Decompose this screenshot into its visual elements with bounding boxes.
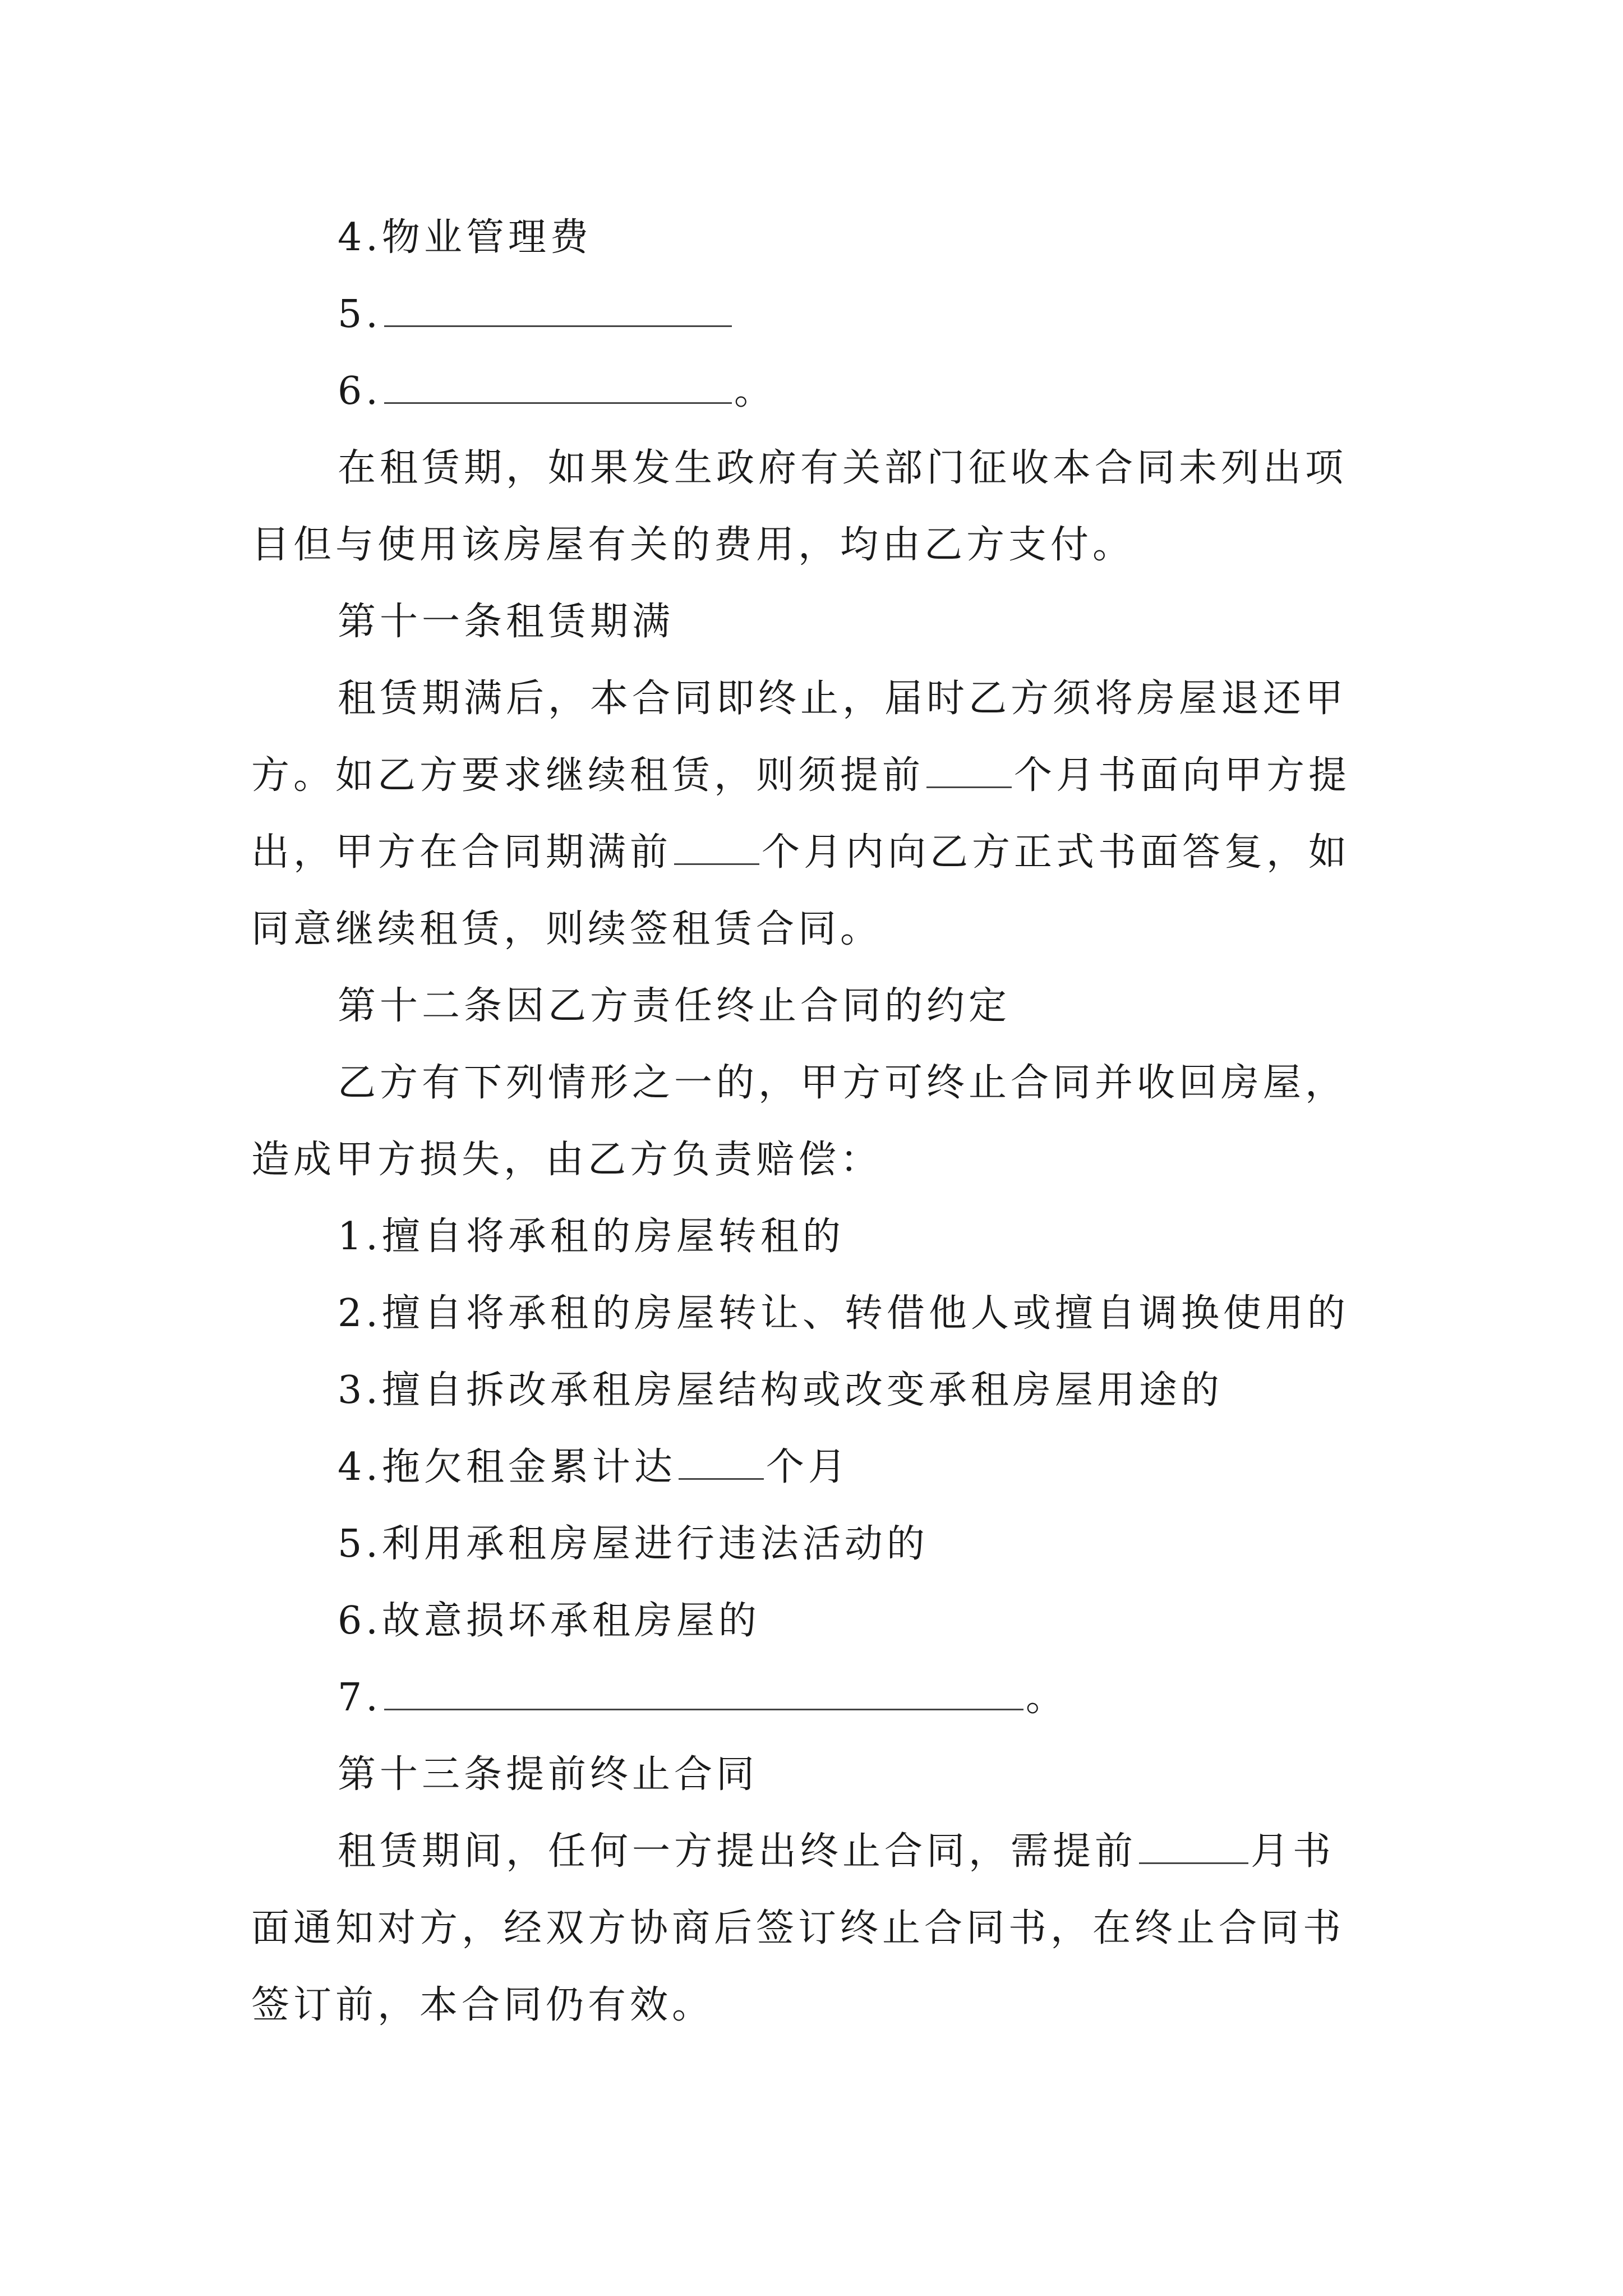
list-item: [251, 1275, 1390, 1352]
months-reply-blank: [674, 830, 759, 865]
paragraph-text: 乙方有下列情形之一的，甲方可终止合同并收回房屋，: [338, 1061, 1348, 1105]
termination-notice-blank: [1139, 1829, 1248, 1864]
list-item-text: 4.拖欠租金累计达: [338, 1445, 676, 1489]
list-item: [251, 1659, 1390, 1736]
paragraph-line: [251, 507, 1390, 583]
fee-item-6-number: 6.: [338, 369, 382, 413]
paragraph-text: 月书: [1251, 1829, 1335, 1874]
article-heading-text: 第十一条租赁期满: [338, 600, 675, 644]
paragraph-line: [251, 1813, 1390, 1890]
article-12-heading: [251, 968, 1390, 1045]
list-item-text: 个月: [766, 1445, 850, 1489]
list-item-text: 5.利用承租房屋进行违法活动的: [338, 1522, 929, 1566]
fee-item-5: [251, 276, 1390, 353]
paragraph-line: [251, 1045, 1390, 1121]
list-item: [251, 1582, 1390, 1659]
paragraph-line: [251, 1121, 1390, 1198]
list-item-text: 2.擅自将承租的房屋转让、转借他人或擅自调换使用的: [338, 1291, 1349, 1336]
paragraph-text: 目但与使用该房屋有关的费用，均由乙方支付。: [251, 523, 1135, 567]
fee-item-6: [251, 353, 1390, 430]
rent-arrears-months-blank: [679, 1444, 764, 1480]
paragraph-text: 方。如乙方要求继续租赁，则须提前: [251, 753, 925, 798]
article-13-heading: [251, 1736, 1390, 1813]
list-item-7-blank: [384, 1675, 1023, 1710]
paragraph-line: [251, 891, 1390, 968]
list-item-period: 。: [1025, 1676, 1068, 1720]
article-heading-text: 第十三条提前终止合同: [338, 1752, 759, 1797]
fee-item-4-text: 4.物业管理费: [338, 215, 592, 260]
list-item: [251, 1198, 1390, 1275]
paragraph-text: 租赁期满后，本合同即终止，届时乙方须将房屋退还甲: [338, 677, 1348, 721]
paragraph-text: 签订前，本合同仍有效。: [251, 1983, 714, 2027]
paragraph-line: [251, 1967, 1390, 2044]
paragraph-line: [251, 737, 1390, 814]
paragraph-text: 个月书面向甲方提: [1014, 753, 1351, 798]
article-11-heading: [251, 583, 1390, 660]
document-body: [251, 199, 1390, 2044]
paragraph-text: 出，甲方在合同期满前: [251, 830, 672, 875]
paragraph-text: 造成甲方损失，由乙方负责赔偿：: [251, 1138, 883, 1182]
fee-item-5-blank: [384, 292, 732, 327]
paragraph-text: 个月内向乙方正式书面答复，如: [762, 830, 1351, 875]
paragraph-line: [251, 1890, 1390, 1967]
list-item: [251, 1506, 1390, 1582]
paragraph-text: 同意继续租赁，则续签租赁合同。: [251, 907, 883, 951]
months-notice-blank: [926, 753, 1012, 788]
list-item: [251, 1352, 1390, 1429]
paragraph-line: [251, 430, 1390, 507]
paragraph-line: [251, 660, 1390, 737]
fee-item-6-period: 。: [734, 369, 776, 413]
list-item-text: 3.擅自拆改承租房屋结构或改变承租房屋用途的: [338, 1368, 1223, 1412]
list-item-text: 6.故意损坏承租房屋的: [338, 1599, 760, 1643]
fee-item-5-number: 5.: [338, 292, 382, 337]
article-heading-text: 第十二条因乙方责任终止合同的约定: [338, 984, 1011, 1028]
paragraph-text: 面通知对方，经双方协商后签订终止合同书，在终止合同书: [251, 1906, 1345, 1950]
fee-item-4: [251, 199, 1390, 276]
fee-item-6-blank: [384, 369, 732, 404]
paragraph-text: 租赁期间，任何一方提出终止合同，需提前: [338, 1829, 1137, 1874]
list-item-number: 7.: [338, 1676, 382, 1720]
paragraph-line: [251, 814, 1390, 891]
list-item: [251, 1429, 1390, 1506]
paragraph-text: 在租赁期，如果发生政府有关部门征收本合同未列出项: [338, 446, 1348, 490]
list-item-text: 1.擅自将承租的房屋转租的: [338, 1214, 845, 1259]
